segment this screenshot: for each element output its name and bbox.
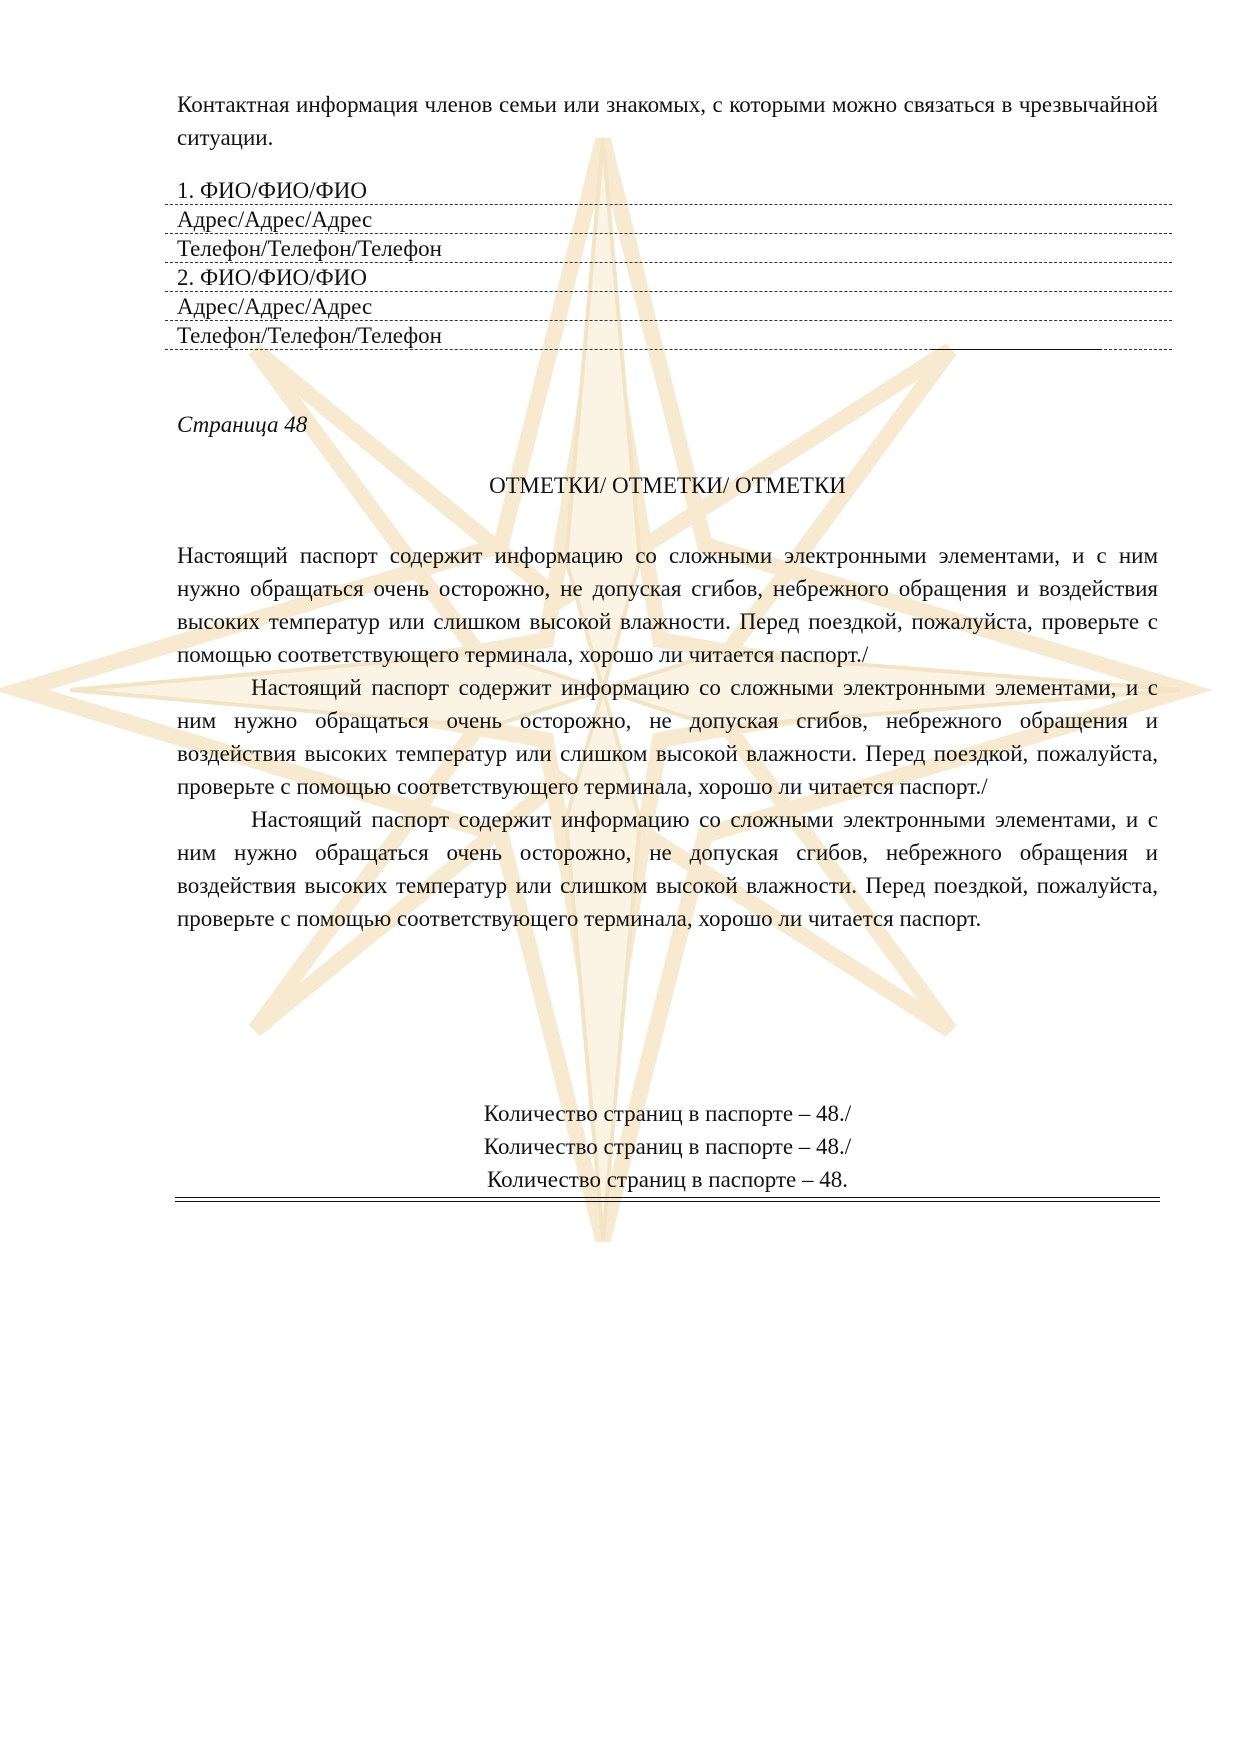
contact-2-address-field[interactable]: Адрес/Адрес/Адрес <box>165 292 1172 321</box>
page-count-block <box>177 1097 1158 1196</box>
page-count-line: Количество страниц в паспорте – 48. <box>486 1167 848 1192</box>
contact-2-name-field[interactable]: 2. ФИО/ФИО/ФИО <box>165 263 1172 292</box>
contact-1-name-field[interactable]: 1. ФИО/ФИО/ФИО <box>165 176 1172 205</box>
passport-notice-paragraph: Настоящий паспорт содержит информацию со сложными электронными элементами, и с ним нужно обращаться очень осторожно, не допуская сгибов, небрежного обращения и воздействия высоких температур или слишком высокой влажности. Перед поездкой, пожалуйста, проверьте с помощью соответствующего терминала, хорошо ли читается паспорт./ <box>177 543 1158 667</box>
end-double-rule <box>175 1197 1160 1202</box>
page-number-label: Страница 48 <box>177 412 308 437</box>
passport-notice-paragraph: Настоящий паспорт содержит информацию со сложными электронными элементами, и с ним нужно обращаться очень осторожно, не допуская сгибов, небрежного обращения и воздействия высоких температур или слишком высокой влажности. Перед поездкой, пожалуйста, проверьте с помощью соответствующего терминала, хорошо ли читается паспорт. <box>177 807 1158 931</box>
passport-notice-block <box>177 539 1158 935</box>
passport-notice-paragraph: Настоящий паспорт содержит информацию со сложными электронными элементами, и с ним нужно обращаться очень осторожно, не допуская сгибов, небрежного обращения и воздействия высоких температур или слишком высокой влажности. Перед поездкой, пожалуйста, проверьте с помощью соответствующего терминала, хорошо ли читается паспорт./ <box>177 675 1158 799</box>
contact-1-phone-field[interactable]: Телефон/Телефон/Телефон <box>165 234 1172 263</box>
section-title: ОТМЕТКИ/ ОТМЕТКИ/ ОТМЕТКИ <box>489 473 846 498</box>
contacts-intro-text: Контактная информация членов семьи или знакомых, с которыми можно связаться в чрезвычайной ситуации. <box>177 92 1158 150</box>
page-count-line: Количество страниц в паспорте – 48./ <box>483 1101 852 1126</box>
page-count-line: Количество страниц в паспорте – 48./ <box>483 1134 852 1159</box>
contact-2-phone-field[interactable]: Телефон/Телефон/Телефон <box>165 321 1172 350</box>
emergency-contacts-list <box>165 176 1172 350</box>
contact-1-address-field[interactable]: Адрес/Адрес/Адрес <box>165 205 1172 234</box>
